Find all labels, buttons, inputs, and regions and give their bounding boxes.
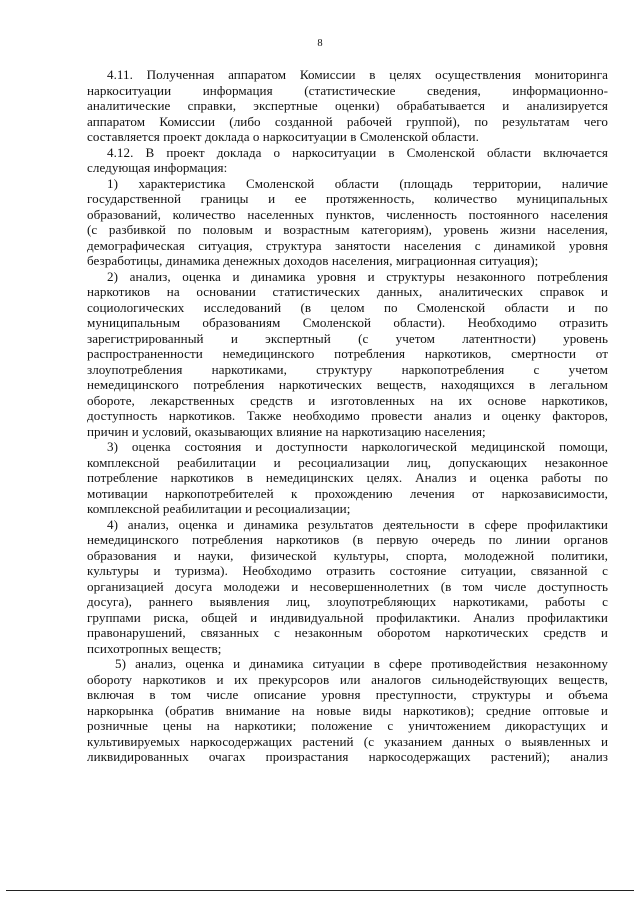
text-line: организацией досуга молодежи и несовершеннолетних (в том числе доступность bbox=[87, 578, 608, 594]
list-item-1 bbox=[87, 176, 608, 269]
list-item-4 bbox=[87, 517, 608, 657]
text-line: социологических исследований (в целом по Смоленской области и по bbox=[87, 299, 608, 315]
text-line: безработицы, динамика денежных доходов населения, миграционная ситуация); bbox=[87, 253, 539, 268]
text-line: 3) оценка состояния и доступности наркологической медицинской помощи, bbox=[107, 439, 608, 454]
list-item-5 bbox=[87, 656, 608, 765]
text-line: немедицинского потребления наркотиков (в первую очередь по линии органов bbox=[87, 532, 608, 547]
page-number: 8 bbox=[317, 38, 323, 49]
paragraph-4-12 bbox=[87, 145, 608, 176]
text-line: аналитические справки, экспертные оценки) обрабатывается и анализируется bbox=[87, 98, 608, 113]
text-line: причин и условий, оказывающих влияние на наркотизацию населения; bbox=[87, 423, 486, 439]
text-line: группами риска, общей и индивидуальной профилактики. Анализ профилактики bbox=[87, 609, 608, 625]
text-line: обороту наркотиков и их прекурсоров или аналогов сильнодействующих веществ, bbox=[87, 671, 608, 687]
text-line: муниципальным образованиям Смоленской области). Необходимо отразить bbox=[87, 315, 608, 330]
text-line: комплексной реабилитации и ресоциализации; bbox=[87, 501, 351, 516]
text-line: 4.12. В проект доклада о наркоситуации в Смоленской области включается bbox=[107, 144, 608, 160]
text-line: составляется проект доклада о наркоситуации в Смоленской области. bbox=[87, 129, 479, 144]
text-line: 1) характеристика Смоленской области (площадь территории, наличие bbox=[107, 175, 608, 191]
text-line: (с разбивкой по половым и возрастным категориям), уровень жизни населения, bbox=[87, 222, 608, 237]
text-line: наркорынка (обратив внимание на новые виды наркотиков); средние оптовые и bbox=[87, 702, 608, 718]
text-line: аппаратом Комиссии (либо созданной рабочей группой), по результатам чего bbox=[87, 113, 608, 129]
page-bottom-rule bbox=[6, 890, 634, 891]
text-line: ликвидированных очагах произрастания наркосодержащих растений); анализ bbox=[87, 749, 608, 764]
text-line: злоупотребления наркотиками, структуру наркопотребления с учетом bbox=[87, 361, 608, 377]
list-item-3 bbox=[87, 439, 608, 517]
text-line: 4.11. Полученная аппаратом Комиссии в целях осуществления мониторинга bbox=[107, 67, 608, 82]
text-line: распространенности немедицинского потребления наркотиков, смертности от bbox=[87, 346, 608, 361]
text-line: правонарушений, связанных с незаконным оборотом наркотических средств и bbox=[87, 625, 608, 640]
text-line: 2) анализ, оценка и динамика уровня и структуры незаконного потребления bbox=[107, 268, 608, 284]
text-line: наркотиков на основании статистических данных, аналитических справок и bbox=[87, 284, 608, 299]
text-line: следующая информация: bbox=[87, 160, 228, 175]
text-line: мотивации наркопотребителей к прохождению лечения от наркозависимости, bbox=[87, 485, 608, 501]
text-line: потребление наркотиков в немедицинских целях. Анализ и оценка работы по bbox=[87, 470, 608, 485]
paragraph-4-11 bbox=[87, 67, 608, 145]
text-line: доступность наркотиков. Также необходимо провести анализ и оценку факторов, bbox=[87, 408, 608, 423]
text-line: розничные цены на наркотики; положение с уничтожением дикорастущих и bbox=[87, 718, 608, 733]
text-line: обороте, лекарственных средств и изготовленных на их основе наркотиков, bbox=[87, 392, 608, 408]
text-line: образования и науки, физической культуры, спорта, молодежной политики, bbox=[87, 547, 608, 563]
text-line: включая в том числе описание уровня преступности, структуры и объема bbox=[87, 687, 608, 702]
text-line: государственной границы и ее протяженность, количество муниципальных bbox=[87, 191, 608, 206]
text-line: комплексной реабилитации и ресоциализации лиц, допускающих незаконное bbox=[87, 454, 608, 470]
text-line: немедицинского потребления наркотических веществ, находящихся в легальном bbox=[87, 377, 608, 392]
document-body bbox=[87, 67, 608, 765]
text-line: 4) анализ, оценка и динамика результатов деятельности в сфере профилактики bbox=[107, 516, 608, 532]
text-line: зарегистрированный и экспертный (с учетом латентности) уровень bbox=[87, 330, 608, 346]
text-line: культивируемых наркосодержащих растений (с указанием данных о выявленных и bbox=[87, 733, 608, 749]
list-item-2 bbox=[87, 269, 608, 440]
text-line: образований, количество населенных пунктов, численность постоянного населения bbox=[87, 206, 608, 222]
text-line: культуры и туризма). Необходимо отразить состояние ситуации, связанной с bbox=[87, 563, 608, 578]
text-line: 5) анализ, оценка и динамика ситуации в сфере противодействия незаконному bbox=[115, 656, 608, 671]
text-line: наркоситуации информация (статистические сведения, информационно- bbox=[87, 82, 608, 98]
text-line: демографическая ситуация, структура занятости населения с динамикой уровня bbox=[87, 237, 608, 253]
text-line: досуга), раннего выявления лиц, злоупотребляющих наркотиками, работы с bbox=[87, 594, 608, 609]
text-line: психотропных веществ; bbox=[87, 640, 222, 656]
